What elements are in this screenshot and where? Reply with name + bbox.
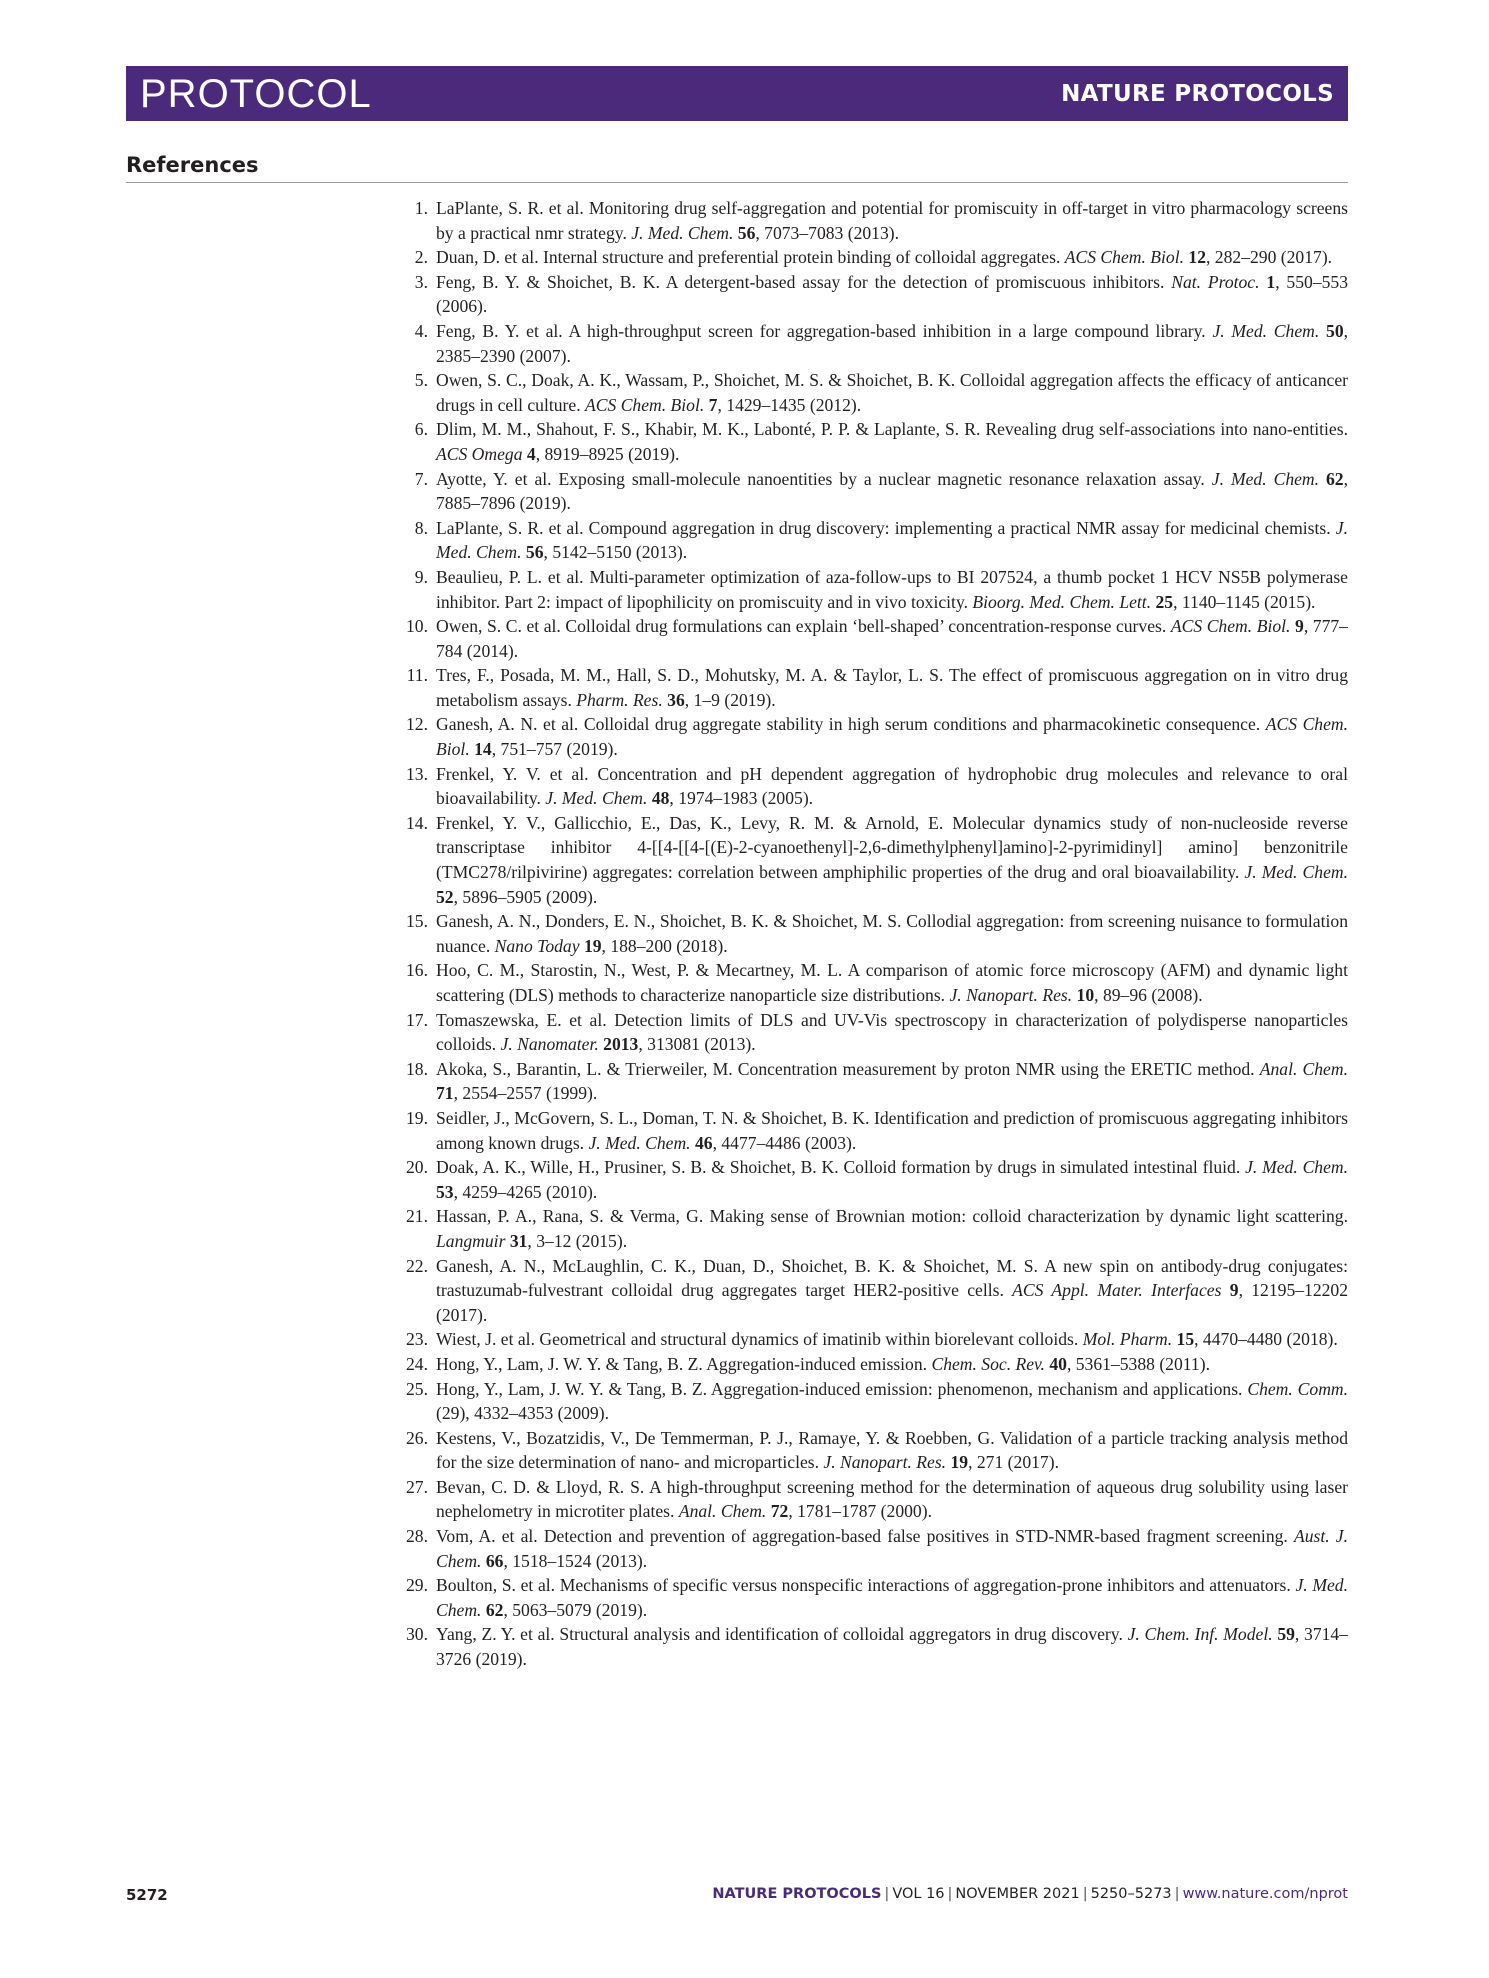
reference-number: 13. bbox=[406, 763, 428, 784]
reference-item bbox=[390, 1377, 1348, 1426]
reference-text: Hoo, C. M., Starostin, N., West, P. & Mecartney, M. L. A comparison of atomic force microscopy (AFM) and dynamic light scattering (DLS) methods to characterize nanoparticle size distributions. J. Nanopart. Res. 10, 89–96 (2008). bbox=[436, 960, 1348, 1005]
reference-item bbox=[390, 811, 1348, 909]
reference-item bbox=[390, 1155, 1348, 1204]
reference-number: 14. bbox=[406, 812, 428, 833]
reference-text: Duan, D. et al. Internal structure and preferential protein binding of colloidal aggregates. ACS Chem. Biol. 12, 282–290 (2017). bbox=[436, 247, 1333, 268]
reference-text: Feng, B. Y. & Shoichet, B. K. A detergent-based assay for the detection of promiscuous inhibitors. Nat. Protoc. 1, 550–553 (2006). bbox=[436, 271, 1349, 317]
reference-item bbox=[390, 1057, 1348, 1106]
reference-text: Kestens, V., Bozatzidis, V., De Temmerman, P. J., Ramaye, Y. & Roebben, G. Validation of a particle tracking analysis method for the size determination of nano- and microparticles. J. Nanopart. Res. 19, 271 (2017). bbox=[436, 1427, 1348, 1473]
footer-volume: VOL 16 bbox=[892, 1886, 945, 1902]
footer-pages: 5250–5273 bbox=[1090, 1886, 1172, 1902]
reference-text: Tres, F., Posada, M. M., Hall, S. D., Mohutsky, M. A. & Taylor, L. S. The effect of promiscuous aggregation on in vitro drug metabolism assays. Pharm. Res. 36, 1–9 (2019). bbox=[436, 665, 1348, 710]
reference-text: Wiest, J. et al. Geometrical and structural dynamics of imatinib within biorelevant colloids. Mol. Pharm. 15, 4470–4480 (2018). bbox=[436, 1329, 1338, 1350]
reference-item bbox=[390, 417, 1348, 466]
footer-url-link[interactable]: www.nature.com/nprot bbox=[1182, 1886, 1348, 1902]
reference-text: LaPlante, S. R. et al. Monitoring drug self-aggregation and potential for promiscuity in off-target in vitro pharmacology screens by a practical nmr strategy. J. Med. Chem. 56, 7073–7083 (2013). bbox=[436, 198, 1348, 243]
reference-item bbox=[390, 368, 1348, 417]
reference-number: 2. bbox=[414, 247, 428, 268]
reference-text: Ganesh, A. N., McLaughlin, C. K., Duan, D., Shoichet, B. K. & Shoichet, M. S. A new spin on antibody-drug conjugates: trastuzumab-fulvestrant colloidal drug aggregates target HER2-positive cells. ACS Appl. Mater. Interfaces 9, 12195–12202 (2017). bbox=[436, 1255, 1349, 1325]
reference-text: Bevan, C. D. & Lloyd, R. S. A high-throughput screening method for the determination of aqueous drug solubility using laser nephelometry in microtiter plates. Anal. Chem. 72, 1781–1787 (2000). bbox=[436, 1476, 1348, 1522]
reference-item bbox=[390, 1106, 1348, 1155]
reference-text: Dlim, M. M., Shahout, F. S., Khabir, M. K., Labonté, P. P. & Laplante, S. R. Revealing drug self-associations into nano-entities. ACS Omega 4, 8919–8925 (2019). bbox=[436, 419, 1348, 464]
reference-text: Hong, Y., Lam, J. W. Y. & Tang, B. Z. Aggregation-induced emission. Chem. Soc. Rev. 40, 5361–5388 (2011). bbox=[436, 1353, 1210, 1374]
journal-name: NATURE PROTOCOLS bbox=[1061, 81, 1334, 107]
reference-number: 23. bbox=[406, 1329, 428, 1350]
reference-number: 5. bbox=[414, 370, 428, 391]
reference-text: Seidler, J., McGovern, S. L., Doman, T. N. & Shoichet, B. K. Identification and prediction of promiscuous aggregating inhibitors among known drugs. J. Med. Chem. 46, 4477–4486 (2003). bbox=[436, 1107, 1348, 1153]
reference-text: Ayotte, Y. et al. Exposing small-molecule nanoentities by a nuclear magnetic resonance relaxation assay. J. Med. Chem. 62, 7885–7896 (2019). bbox=[436, 468, 1348, 514]
reference-text: Akoka, S., Barantin, L. & Trierweiler, M. Concentration measurement by proton NMR using the ERETIC method. Anal. Chem. 71, 2554–2557 (1999). bbox=[436, 1058, 1348, 1104]
reference-number: 17. bbox=[406, 1009, 428, 1030]
reference-item bbox=[390, 467, 1348, 516]
page-number: 5272 bbox=[126, 1886, 168, 1904]
reference-item bbox=[390, 909, 1348, 958]
reference-item bbox=[390, 1622, 1348, 1671]
reference-item bbox=[390, 319, 1348, 368]
reference-number: 27. bbox=[406, 1476, 428, 1497]
reference-text: Ganesh, A. N., Donders, E. N., Shoichet, B. K. & Shoichet, M. S. Collodial aggregation: from screening nuisance to formulation nuance. Nano Today 19, 188–200 (2018). bbox=[436, 911, 1348, 956]
reference-text: Vom, A. et al. Detection and prevention of aggregation-based false positives in STD-NMR-based fragment screening. Aust. J. Chem. 66, 1518–1524 (2013). bbox=[436, 1526, 1348, 1571]
reference-number: 1. bbox=[414, 198, 428, 218]
reference-number: 11. bbox=[406, 665, 428, 686]
section-label: PROTOCOL bbox=[140, 72, 372, 116]
reference-item bbox=[390, 663, 1348, 712]
reference-text: Owen, S. C. et al. Colloidal drug formulations can explain ‘bell-shaped’ concentration-response curves. ACS Chem. Biol. 9, 777–784 (2014). bbox=[436, 616, 1348, 661]
reference-number: 3. bbox=[414, 271, 428, 292]
reference-item bbox=[390, 1008, 1348, 1057]
reference-number: 16. bbox=[406, 960, 428, 981]
reference-item bbox=[390, 1573, 1348, 1622]
reference-number: 21. bbox=[406, 1206, 428, 1227]
reference-number: 29. bbox=[406, 1575, 428, 1596]
reference-number: 7. bbox=[414, 468, 428, 489]
reference-text: Feng, B. Y. et al. A high-throughput screen for aggregation-based inhibition in a large compound library. J. Med. Chem. 50, 2385–2390 (2007). bbox=[436, 320, 1349, 366]
reference-item bbox=[390, 565, 1348, 614]
reference-number: 22. bbox=[406, 1255, 428, 1276]
reference-item bbox=[390, 516, 1348, 565]
reference-item bbox=[390, 270, 1348, 319]
reference-number: 10. bbox=[406, 616, 428, 637]
reference-number: 18. bbox=[406, 1058, 428, 1079]
reference-number: 15. bbox=[406, 911, 428, 932]
reference-item bbox=[390, 1524, 1348, 1573]
reference-item bbox=[390, 1352, 1348, 1377]
reference-number: 20. bbox=[406, 1157, 428, 1178]
reference-text: Ganesh, A. N. et al. Colloidal drug aggregate stability in high serum conditions and pharmacokinetic consequence. ACS Chem. Biol. 14, 751–757 (2019). bbox=[436, 714, 1349, 760]
reference-number: 8. bbox=[414, 517, 428, 538]
references-divider bbox=[126, 182, 1348, 183]
reference-text: Doak, A. K., Wille, H., Prusiner, S. B. & Shoichet, B. K. Colloid formation by drugs in simulated intestinal fluid. J. Med. Chem. 53, 4259–4265 (2010). bbox=[436, 1157, 1349, 1202]
reference-text: Beaulieu, P. L. et al. Multi-parameter optimization of aza-follow-ups to BI 207524, a thumb pocket 1 HCV NS5B polymerase inhibitor. Part 2: impact of lipophilicity on promiscuity and in vivo toxicity. Bioorg. Med. Chem. Lett. 25, 1140–1145 (2015). bbox=[436, 566, 1348, 612]
footer-journal: NATURE PROTOCOLS bbox=[712, 1886, 882, 1902]
header-banner bbox=[126, 66, 1348, 121]
reference-number: 12. bbox=[406, 714, 428, 735]
footer-issue: NOVEMBER 2021 bbox=[955, 1886, 1080, 1902]
footer-citation: NATURE PROTOCOLS | VOL 16 | NOVEMBER 2021 | 5250–5273 | www.nature.com/nprot bbox=[712, 1886, 1348, 1902]
reference-text: Owen, S. C., Doak, A. K., Wassam, P., Shoichet, M. S. & Shoichet, B. K. Colloidal aggregation affects the efficacy of anticancer drugs in cell culture. ACS Chem. Biol. 7, 1429–1435 (2012). bbox=[436, 370, 1348, 415]
reference-text: Frenkel, Y. V., Gallicchio, E., Das, K., Levy, R. M. & Arnold, E. Molecular dynamics study of non-nucleoside reverse transcriptase inhibitor 4-[[4-[[4-[(E)-2-cyanoethenyl]-2,6-dimethylphenyl]amino]-2-pyrimidinyl] amino] benzonitrile (TMC278/rilpivirine) aggregates: correlation between amphiphilic properties of the drug and oral bioavailability. J. Med. Chem. 52, 5896–5905 (2009). bbox=[436, 812, 1348, 907]
reference-item bbox=[390, 1426, 1348, 1475]
reference-text: LaPlante, S. R. et al. Compound aggregation in drug discovery: implementing a practical NMR assay for medicinal chemists. J. Med. Chem. 56, 5142–5150 (2013). bbox=[436, 517, 1348, 563]
reference-item bbox=[390, 712, 1348, 761]
reference-number: 19. bbox=[406, 1107, 428, 1128]
reference-number: 4. bbox=[414, 320, 428, 341]
reference-number: 26. bbox=[406, 1427, 428, 1448]
reference-text: Boulton, S. et al. Mechanisms of specific versus nonspecific interactions of aggregation-prone inhibitors and attenuators. J. Med. Chem. 62, 5063–5079 (2019). bbox=[436, 1575, 1348, 1620]
reference-number: 24. bbox=[406, 1353, 428, 1374]
reference-number: 9. bbox=[414, 566, 428, 587]
reference-number: 25. bbox=[406, 1378, 428, 1399]
reference-item bbox=[390, 196, 1348, 245]
reference-item bbox=[390, 958, 1348, 1007]
reference-item bbox=[390, 1204, 1348, 1253]
reference-number: 28. bbox=[406, 1526, 428, 1547]
reference-text: Tomaszewska, E. et al. Detection limits of DLS and UV-Vis spectroscopy in characterization of polydisperse nanoparticles colloids. J. Nanomater. 2013, 313081 (2013). bbox=[436, 1009, 1348, 1055]
reference-item bbox=[390, 614, 1348, 663]
reference-text: Yang, Z. Y. et al. Structural analysis and identification of colloidal aggregators in drug discovery. J. Chem. Inf. Model. 59, 3714–3726 (2019). bbox=[436, 1624, 1349, 1670]
reference-number: 6. bbox=[414, 419, 428, 440]
reference-item bbox=[390, 1327, 1348, 1352]
reference-item bbox=[390, 245, 1348, 270]
reference-text: Hassan, P. A., Rana, S. & Verma, G. Making sense of Brownian motion: colloid characterization by dynamic light scattering. Langmuir 31, 3–12 (2015). bbox=[436, 1206, 1348, 1251]
reference-text: Frenkel, Y. V. et al. Concentration and pH dependent aggregation of hydrophobic drug molecules and relevance to oral bioavailability. J. Med. Chem. 48, 1974–1983 (2005). bbox=[436, 763, 1348, 809]
reference-text: Hong, Y., Lam, J. W. Y. & Tang, B. Z. Aggregation-induced emission: phenomenon, mechanism and applications. Chem. Comm. (29), 4332–4353 (2009). bbox=[436, 1378, 1349, 1424]
references-heading: References bbox=[126, 153, 259, 177]
reference-item bbox=[390, 1475, 1348, 1524]
references-list bbox=[390, 196, 1348, 1672]
reference-number: 30. bbox=[406, 1624, 428, 1645]
reference-item bbox=[390, 1254, 1348, 1328]
reference-item bbox=[390, 762, 1348, 811]
